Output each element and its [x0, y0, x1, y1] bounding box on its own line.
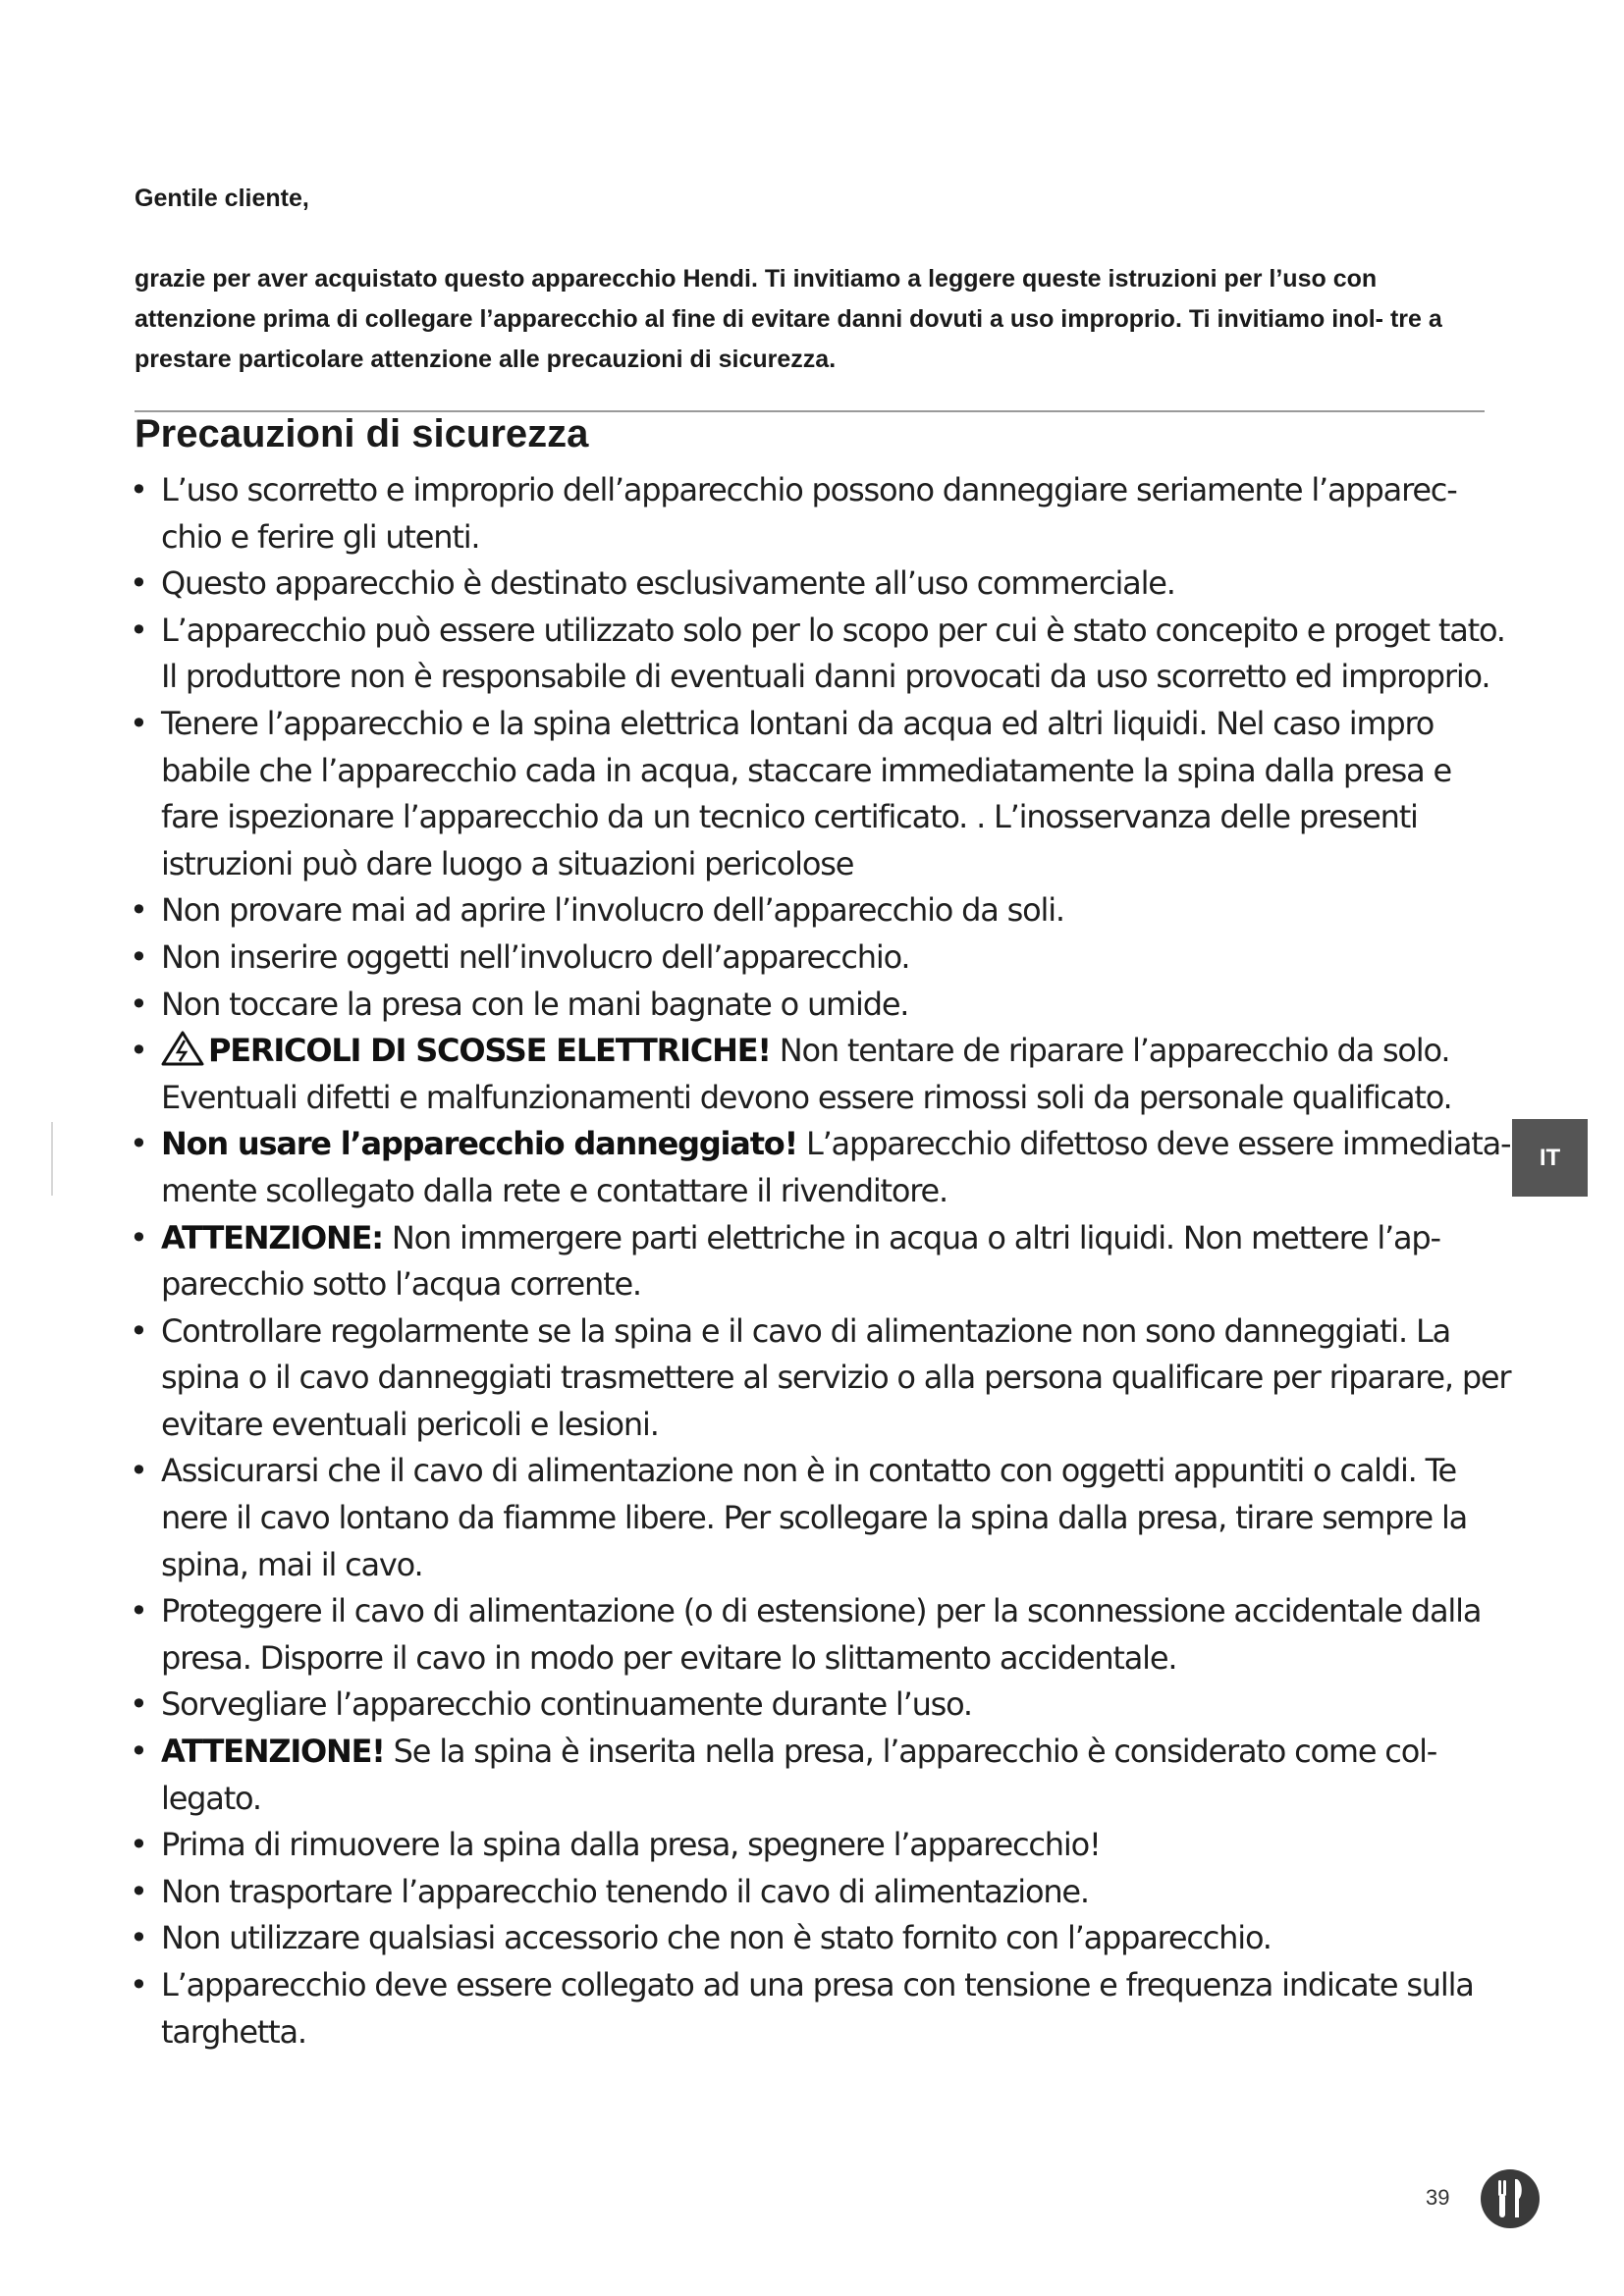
item-text: Sorvegliare l’apparecchio continuamente durante l’uso.: [161, 1685, 972, 1724]
list-item: [130, 1308, 1514, 1449]
list-item: [130, 701, 1514, 887]
item-text: Assicurarsi che il cavo di alimentazione non è in contatto con oggetti appuntiti o caldi. Te nere il cavo lontano da fiamme libere. Per scollegare la spina dalla presa, tirare sempre la spina, mai il cavo.: [161, 1452, 1468, 1583]
greeting: Gentile cliente,: [135, 185, 309, 212]
list-item: [130, 1588, 1514, 1682]
item-bold: ATTENZIONE:: [161, 1218, 383, 1256]
list-item: [130, 561, 1514, 608]
list-item: [130, 1448, 1514, 1588]
item-text: Non utilizzare qualsiasi accessorio che non è stato fornito con l’apparecchio.: [161, 1919, 1272, 1957]
intro-paragraph: grazie per aver acquistato questo apparecchio Hendi. Ti invitiamo a leggere queste istruzioni per l’uso con attenzione prima di collegare l’apparecchio al fine di evitare danni dovuti a uso improprio. Ti invitiamo inol- tre a prestare particolare attenzione alle precauzioni di sicurezza.: [135, 265, 1442, 373]
list-item: [130, 1215, 1514, 1308]
item-text: L’apparecchio può essere utilizzato solo per lo scopo per cui è stato concepito e proget tato. Il produttore non è responsabile di eventuali danni provocati da uso scorretto ed improprio.: [161, 611, 1505, 696]
item-text: Non tentare de riparare l’apparecchio da solo. Eventuali difetti e malfunzionamenti devono essere rimossi soli da personale qualificato.: [161, 1032, 1452, 1116]
list-item: [130, 467, 1514, 561]
item-text: L’apparecchio deve essere collegato ad una presa con tensione e frequenza indicate sulla targhetta.: [161, 1966, 1474, 2051]
item-text: Controllare regolarmente se la spina e il cavo di alimentazione non sono danneggiati. La spina o il cavo danneggiati trasmettere al servizio o alla persona qualificare per riparare, per evitare eventuali pericoli e lesioni.: [161, 1311, 1511, 1443]
item-text: Non immergere parti elettriche in acqua o altri liquidi. Non mettere l’ap- parecchio sotto l’acqua corrente.: [161, 1218, 1440, 1304]
list-item: [130, 608, 1514, 701]
item-bold: PERICOLI DI SCOSSE ELETTRICHE!: [208, 1032, 771, 1070]
list-item: [130, 934, 1514, 982]
item-bold: Non usare l’apparecchio danneggiato!: [161, 1125, 797, 1163]
item-text: L’apparecchio difettoso deve essere immediata- mente scollegato dalla rete e contattare il rivenditore.: [161, 1125, 1511, 1209]
list-item: [130, 982, 1514, 1029]
list-item: [130, 1682, 1514, 1729]
item-text: L’uso scorretto e improprio dell’apparecchio possono danneggiare seriamente l’apparec- chio e ferire gli utenti.: [161, 471, 1457, 556]
list-item: [130, 1822, 1514, 1869]
page-number: 39: [1426, 2185, 1450, 2210]
list-item: [130, 1915, 1514, 1962]
list-item: [130, 1028, 1514, 1121]
cutlery-icon: [1480, 2168, 1541, 2229]
item-text: Non trasportare l’apparecchio tenendo il cavo di alimentazione.: [161, 1872, 1089, 1910]
warning-triangle-icon: [161, 1031, 204, 1066]
item-bold: ATTENZIONE!: [161, 1733, 385, 1771]
safety-list: [130, 467, 1514, 2056]
item-text: Se la spina è inserita nella presa, l’apparecchio è considerato come col- legato.: [161, 1733, 1437, 1817]
item-text: Tenere l’apparecchio e la spina elettrica lontani da acqua ed altri liquidi. Nel caso impro babile che l’apparecchio cada in acqua, staccare immediatamente la spina dalla presa e fare ispezionare l’apparecchio da un tecnico certificato. . L’inosservanza delle presenti istruzioni può dare luogo a situazioni pericolose: [161, 704, 1452, 882]
section-title: Precauzioni di sicurezza: [135, 412, 589, 455]
item-text: Non inserire oggetti nell’involucro dell’apparecchio.: [161, 937, 910, 976]
item-text: Prima di rimuovere la spina dalla presa, spegnere l’apparecchio!: [161, 1826, 1101, 1864]
item-text: Questo apparecchio è destinato esclusivamente all’uso commerciale.: [161, 564, 1175, 603]
item-text: Proteggere il cavo di alimentazione (o di estensione) per la sconnessione accidentale dalla presa. Disporre il cavo in modo per evitare lo slittamento accidentale.: [161, 1592, 1482, 1677]
list-item: [130, 1729, 1514, 1822]
list-item: [130, 1962, 1514, 2056]
list-item: [130, 1869, 1514, 1916]
margin-line: [51, 1122, 53, 1196]
list-item: [130, 887, 1514, 934]
list-item: [130, 1121, 1514, 1214]
item-text: Non provare mai ad aprire l’involucro dell’apparecchio da soli.: [161, 891, 1064, 930]
language-tab: IT: [1512, 1119, 1588, 1197]
item-text: Non toccare la presa con le mani bagnate o umide.: [161, 985, 909, 1023]
